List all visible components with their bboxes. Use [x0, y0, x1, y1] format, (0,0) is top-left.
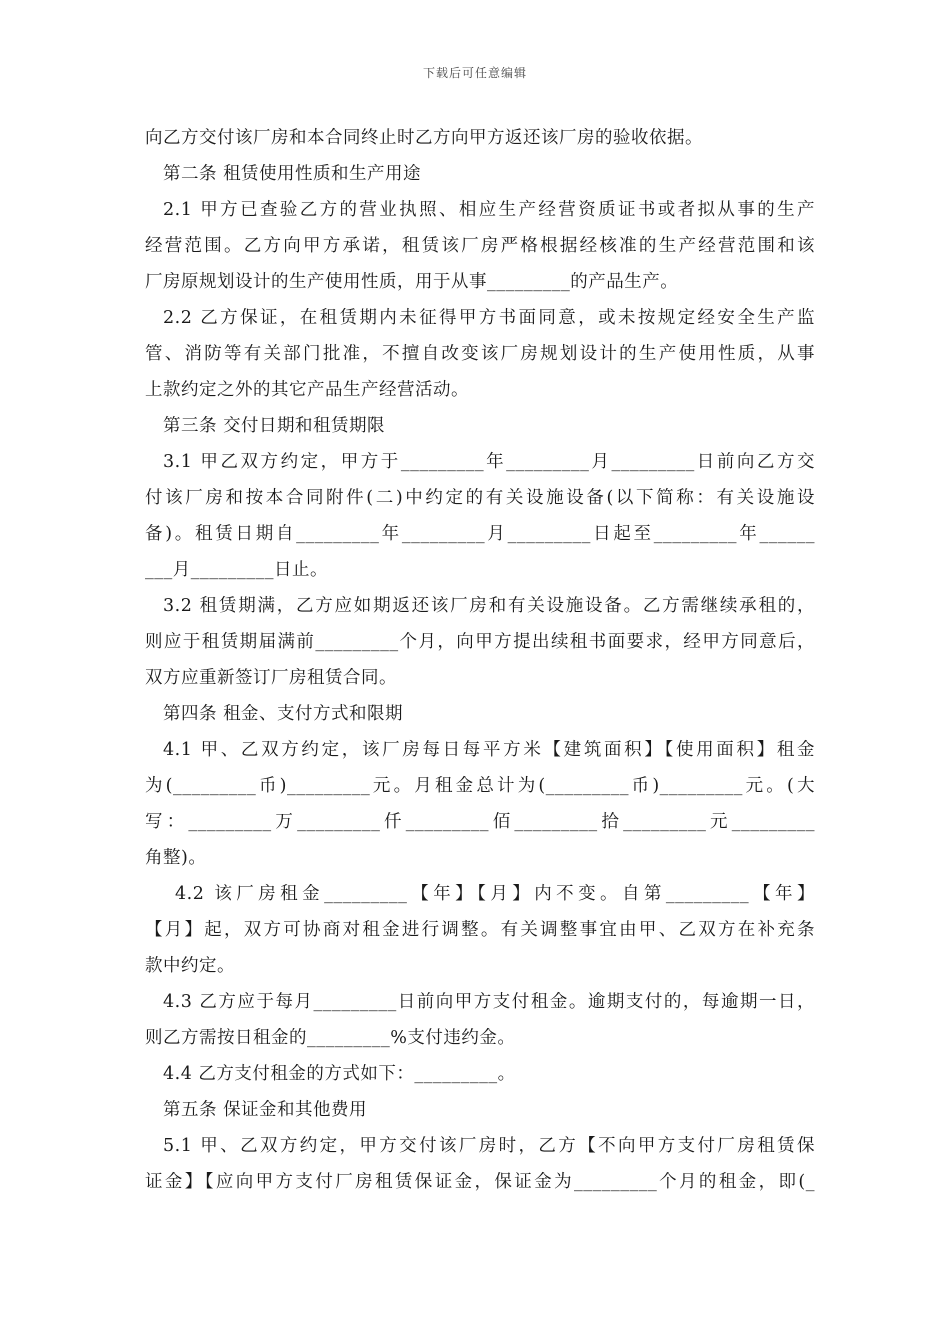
text-line: 第二条 租赁使用性质和生产用途	[163, 164, 422, 184]
text-line: 4.2 该厂房租金_________【年】【月】内不变。自第_________【年】	[175, 884, 815, 904]
text-line: 写：_________万_________仟_________佰_________拾_________元_________	[145, 812, 815, 832]
text-line: 5.1 甲、乙双方约定，甲方交付该厂房时，乙方【不向甲方支付厂房租赁保	[163, 1136, 815, 1156]
text-line: 3.1 甲乙双方约定，甲方于_________年_________月_________日前向乙方交	[163, 452, 815, 472]
text-line: 经营范围。乙方向甲方承诺，租赁该厂房严格根据经核准的生产经营范围和该	[145, 236, 815, 256]
text-line: 管、消防等有关部门批准，不擅自改变该厂房规划设计的生产使用性质，从事	[145, 344, 815, 364]
text-line: 为(_________币)_________元。月租金总计为(_________币)_________元。(大	[145, 776, 815, 796]
text-line: 第四条 租金、支付方式和限期	[163, 704, 404, 724]
text-line: 厂房原规划设计的生产使用性质，用于从事_________的产品生产。	[145, 272, 679, 292]
text-line: 4.3 乙方应于每月_________日前向甲方支付租金。逾期支付的，每逾期一日，	[163, 992, 815, 1012]
text-line: 3.2 租赁期满，乙方应如期返还该厂房和有关设施设备。乙方需继续承租的，	[163, 596, 815, 616]
text-line: 则乙方需按日租金的_________%支付违约金。	[145, 1028, 516, 1048]
text-line: 上款约定之外的其它产品生产经营活动。	[145, 380, 469, 400]
page-header: 下载后可任意编辑	[422, 66, 527, 80]
text-line: 4.1 甲、乙双方约定，该厂房每日每平方米【建筑面积】【使用面积】租金	[163, 740, 815, 760]
text-line: 2.1 甲方已查验乙方的营业执照、相应生产经营资质证书或者拟从事的生产	[163, 200, 815, 220]
text-line: 【月】起，双方可协商对租金进行调整。有关调整事宜由甲、乙双方在补充条	[145, 920, 815, 940]
text-line: 款中约定。	[145, 956, 235, 976]
text-line: 角整)。	[145, 848, 207, 868]
text-line: 2.2 乙方保证，在租赁期内未征得甲方书面同意，或未按规定经安全生产监	[163, 308, 815, 328]
text-line: 向乙方交付该厂房和本合同终止时乙方向甲方返还该厂房的验收依据。	[145, 128, 703, 148]
text-line: 备)。租赁日期自_________年_________月_________日起至_________年______	[145, 524, 815, 544]
text-line: 付该厂房和按本合同附件(二)中约定的有关设施设备(以下简称：有关设施设	[145, 488, 815, 508]
text-line: 则应于租赁期届满前_________个月，向甲方提出续租书面要求，经甲方同意后，	[145, 632, 815, 652]
text-line: 双方应重新签订厂房租赁合同。	[145, 668, 397, 688]
text-line: 证金】【应向甲方支付厂房租赁保证金，保证金为_________个月的租金，即(_	[145, 1172, 815, 1192]
contract-body	[145, 120, 815, 1200]
text-line: ___月_________日止。	[145, 560, 328, 580]
text-line: 第三条 交付日期和租赁期限	[163, 416, 386, 436]
text-line: 4.4 乙方支付租金的方式如下：_________。	[163, 1064, 516, 1084]
text-line: 第五条 保证金和其他费用	[163, 1100, 368, 1120]
